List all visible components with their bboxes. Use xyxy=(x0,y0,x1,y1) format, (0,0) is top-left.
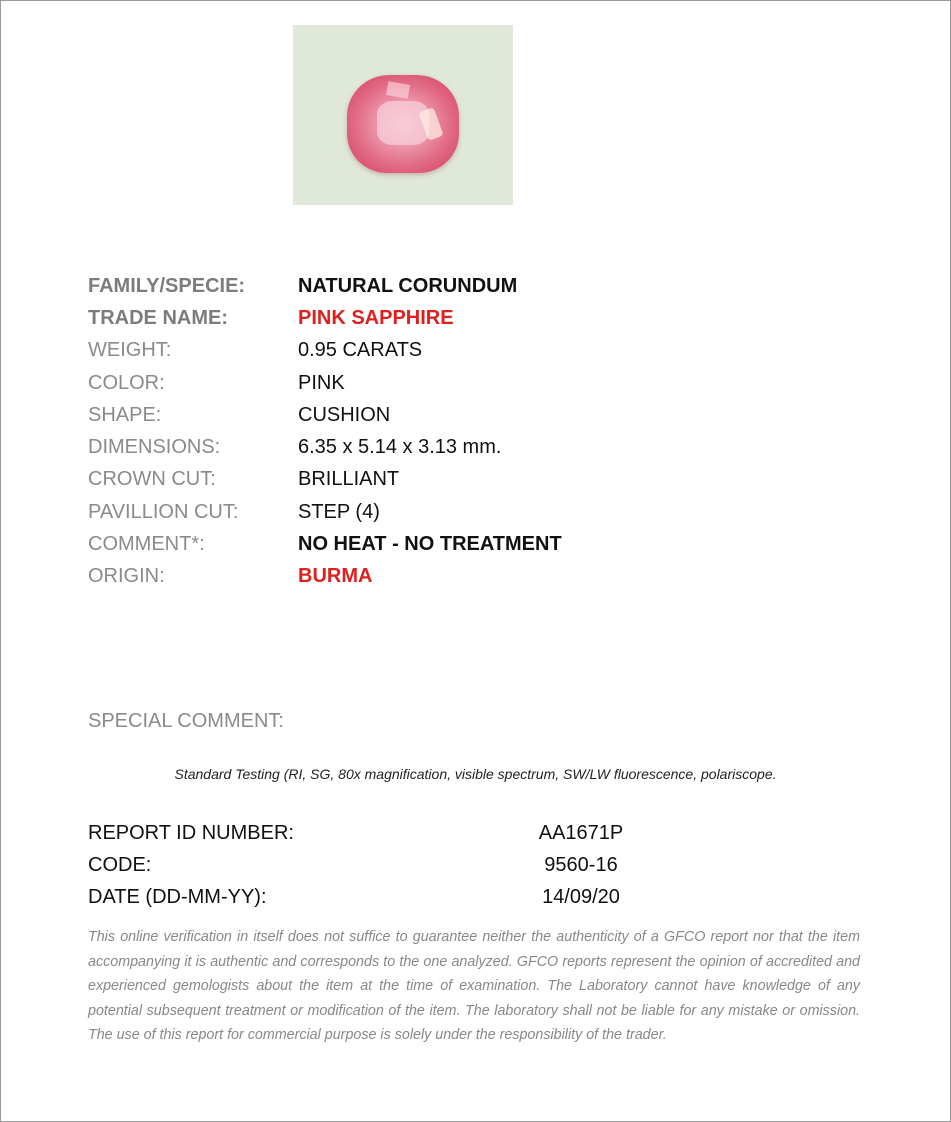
detail-label: DIMENSIONS: xyxy=(88,436,221,459)
detail-value: STEP (4) xyxy=(298,500,380,523)
report-date-row xyxy=(88,881,808,913)
detail-value: BURMA xyxy=(298,565,373,588)
report-label: REPORT ID NUMBER: xyxy=(88,821,294,844)
detail-label: SHAPE: xyxy=(88,403,162,426)
detail-row-crown-cut xyxy=(88,464,562,496)
detail-row-pavillion-cut xyxy=(88,496,562,528)
detail-value: BRILLIANT xyxy=(298,468,400,491)
gemstone-photo xyxy=(293,25,513,205)
detail-label: PAVILLION CUT: xyxy=(88,500,239,523)
detail-value: NATURAL CORUNDUM xyxy=(298,274,518,297)
detail-label: COLOR: xyxy=(88,371,165,394)
detail-row-trade-name xyxy=(88,302,562,334)
detail-label: ORIGIN: xyxy=(88,565,165,588)
report-value: 9560-16 xyxy=(544,853,618,876)
detail-value: NO HEAT - NO TREATMENT xyxy=(298,533,562,556)
detail-value: CUSHION xyxy=(298,403,391,426)
special-comment-text: Standard Testing (RI, SG, 80x magnification, visible spectrum, SW/LW fluorescence, polariscope. xyxy=(174,766,777,782)
detail-value: 6.35 x 5.14 x 3.13 mm. xyxy=(298,436,502,459)
detail-row-color xyxy=(88,367,562,399)
detail-label: FAMILY/SPECIE: xyxy=(88,274,246,297)
detail-label: WEIGHT: xyxy=(88,339,172,362)
detail-label: TRADE NAME: xyxy=(88,306,228,329)
detail-value: PINK SAPPHIRE xyxy=(298,306,454,329)
detail-row-weight xyxy=(88,335,562,367)
detail-label: CROWN CUT: xyxy=(88,468,216,491)
disclaimer: This online verification in itself does not suffice to guarantee neither the authenticity of a GFCO report nor that the item accompanying it is authentic and corresponds to the one analyzed. GFCO reports represent the opinion of accredited and experienced gemologists about the item at the time of examination. The Laboratory cannot have knowledge of any potential subsequent treatment or modification of the item. The laboratory shall not be liable for any mistake or omission. The use of this report for commercial purpose is solely under the responsibility of the trader. xyxy=(88,929,860,1044)
detail-row-family xyxy=(88,270,562,302)
detail-row-shape xyxy=(88,399,562,431)
report-value: AA1671P xyxy=(538,821,624,844)
special-comment-label: SPECIAL COMMENT: xyxy=(88,710,284,732)
detail-value: 0.95 CARATS xyxy=(298,339,423,362)
report-info xyxy=(88,817,808,913)
report-value: 14/09/20 xyxy=(542,885,620,908)
detail-value: PINK xyxy=(298,371,345,394)
detail-row-dimensions xyxy=(88,431,562,463)
detail-row-origin xyxy=(88,561,562,593)
detail-row-comment xyxy=(88,528,562,560)
gem-details xyxy=(88,270,562,593)
report-label: DATE (DD-MM-YY): xyxy=(88,885,267,908)
report-label: CODE: xyxy=(88,853,152,876)
gemstone-image xyxy=(347,75,459,173)
detail-label: COMMENT*: xyxy=(88,533,205,556)
report-code-row xyxy=(88,849,808,881)
report-id-row xyxy=(88,817,808,849)
